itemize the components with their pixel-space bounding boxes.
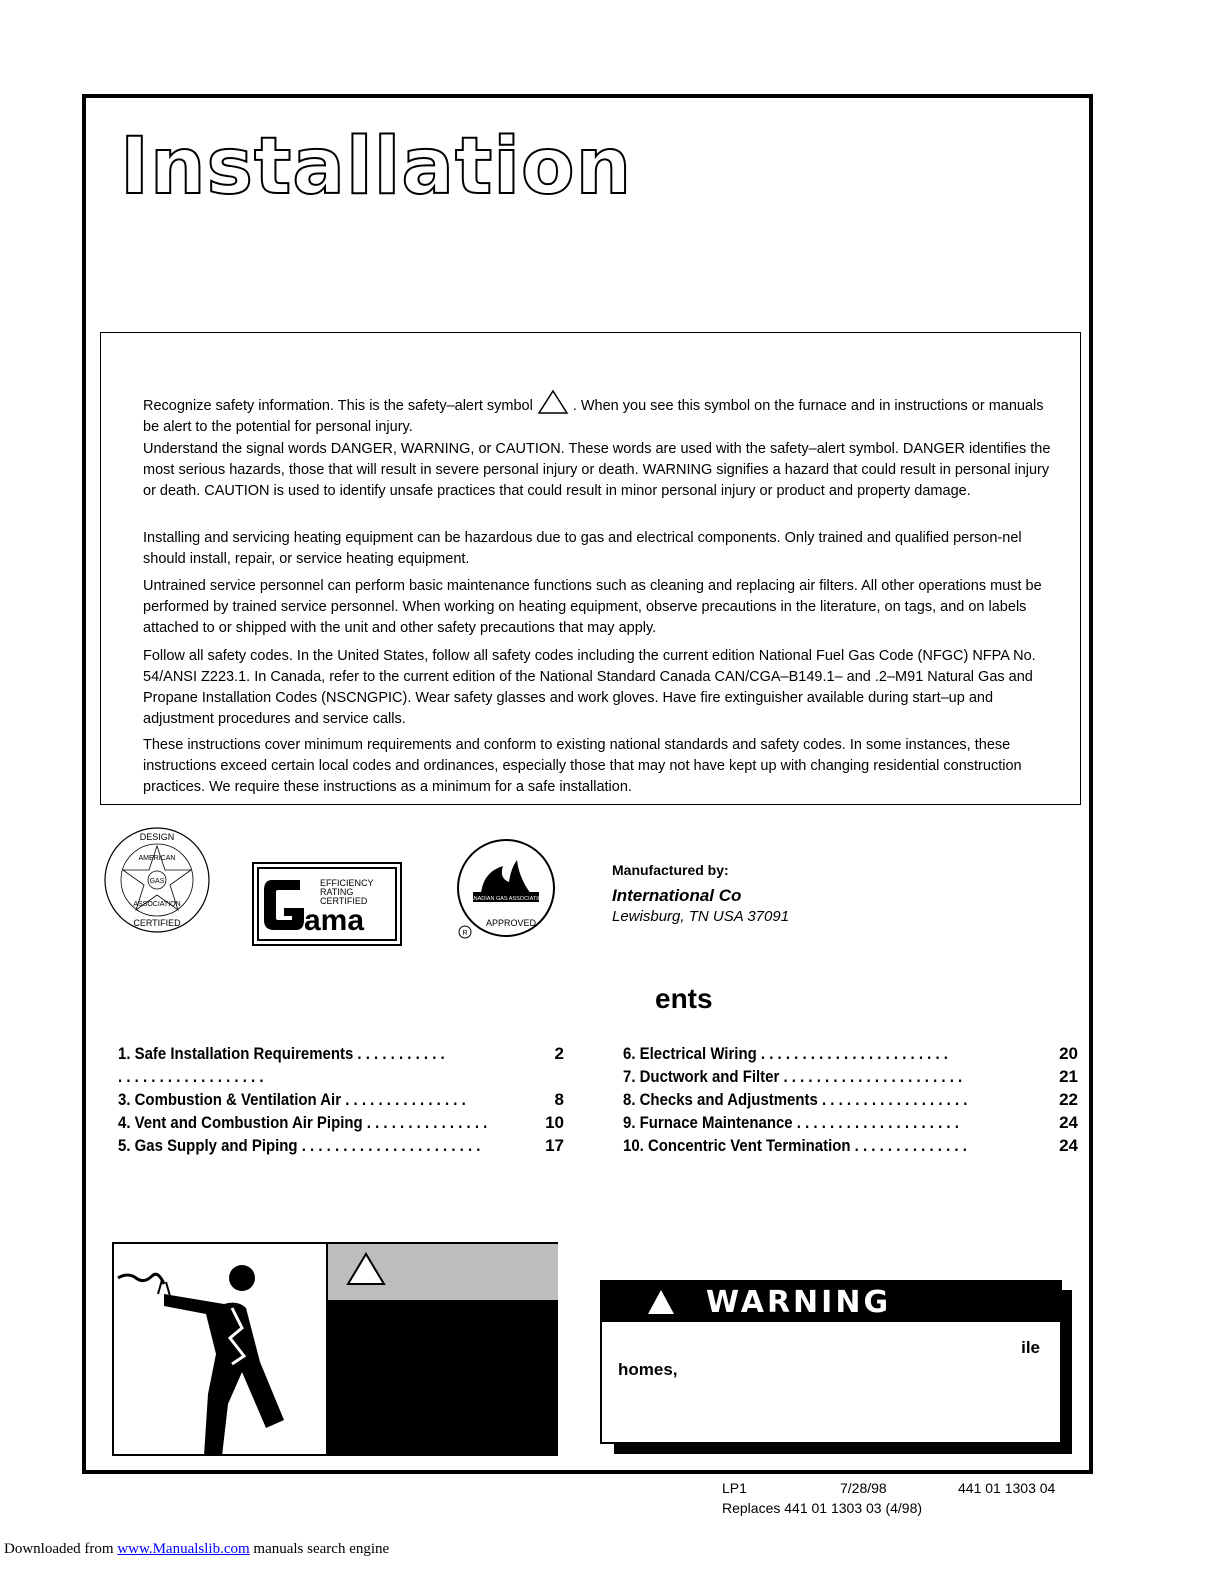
- toc-entry-label: 5. Gas Supply and Piping: [118, 1136, 298, 1155]
- toc-page-number: 24: [1059, 1136, 1078, 1155]
- safety-alert-icon: [537, 389, 569, 415]
- gama-ama-text: ama: [304, 904, 365, 937]
- gama-efficiency-text: EFFICIENCY: [320, 878, 374, 888]
- toc-entry[interactable]: [623, 1044, 948, 1064]
- footer-date: 7/28/98: [840, 1480, 887, 1496]
- toc-leader-dots: . . . . . . . . . . . . . . . . . . . .: [792, 1113, 959, 1132]
- warning-triangle-icon: [346, 1252, 386, 1286]
- aga-certified-logo: [103, 826, 211, 934]
- toc-leader-dots: . . . . . . . . . . . . . . . . . .: [118, 1067, 264, 1086]
- toc-page-number: 2: [554, 1044, 564, 1063]
- toc-entry[interactable]: [118, 1090, 466, 1110]
- cga-approved-text: APPROVED: [485, 918, 537, 928]
- toc-page-number: 24: [1059, 1113, 1078, 1132]
- svg-text:R: R: [462, 930, 468, 937]
- warning-text-1: ile: [1021, 1338, 1040, 1357]
- shock-hazard-header: [326, 1244, 558, 1302]
- gama-logo: [252, 862, 402, 946]
- aga-gas-text: GAS: [149, 878, 165, 885]
- toc-entry[interactable]: [118, 1067, 263, 1087]
- toc-leader-dots: . . . . . . . . . . . . . . .: [341, 1090, 466, 1109]
- toc-entry-label: 6. Electrical Wiring: [623, 1044, 757, 1063]
- electric-shock-icon: [114, 1244, 326, 1454]
- footer-part-number: 441 01 1303 04: [958, 1480, 1056, 1496]
- toc-entry-label: 9. Furnace Maintenance: [623, 1113, 793, 1132]
- contents-title: ents: [655, 983, 713, 1014]
- gama-certified-text: CERTIFIED: [320, 896, 368, 906]
- warning-triangle-icon: [646, 1288, 676, 1316]
- toc-page-number: 22: [1059, 1090, 1078, 1109]
- toc-page-number: 10: [545, 1113, 564, 1132]
- toc-leader-dots: . . . . . . . . . . . . . . . . . . . . . .: [297, 1136, 481, 1155]
- safety-info-box: [100, 332, 1081, 805]
- toc-leader-dots: . . . . . . . . . . . . . .: [850, 1136, 967, 1155]
- warning-header: [602, 1282, 1060, 1322]
- toc-page-number: 21: [1059, 1067, 1078, 1086]
- safety-paragraph-3: Installing and servicing heating equipment can be hazardous due to gas and electrical components. Only trained and qualified person-nel should install, repair, or service heating equipment.: [143, 530, 1022, 567]
- safety-paragraph-1: Recognize safety information. This is the safety–alert symbol . When you see this symbol on the furnace and in instructions or manuals be alert to the potential for personal injury.: [143, 389, 1059, 438]
- page-title: Installation: [120, 122, 633, 212]
- toc-leader-dots: . . . . . . . . . . . . . . . . . .: [817, 1090, 968, 1109]
- footer-replaces: Replaces 441 01 1303 03 (4/98): [722, 1500, 923, 1516]
- toc-entry[interactable]: [118, 1044, 445, 1064]
- toc-entry-label: 4. Vent and Combustion Air Piping: [118, 1113, 363, 1132]
- shock-hazard-body: [326, 1301, 558, 1454]
- toc-entry-label: 8. Checks and Adjustments: [623, 1090, 818, 1109]
- toc-entry[interactable]: [118, 1113, 487, 1133]
- manufacturer-address: Lewisburg, TN USA 37091: [612, 908, 790, 925]
- aga-certified-text: CERTIFIED: [133, 918, 181, 928]
- warning-word: WARNING: [706, 1285, 892, 1320]
- cga-approved-logo: [453, 838, 559, 942]
- safety-paragraph-5: Follow all safety codes. In the United States, follow all safety codes including the current edition National Fuel Gas Code (NFGC) NFPA No. 54/ANSI Z223.1. In Canada, refer to the current edition of the National Standard Canada CAN/CGA–B149.1– and .2–M91 Natural Gas and Propane Installation Codes (NSCNGPIC). Wear safety glasses and work gloves. Have fire extinguisher available during start–up and adjustment procedures and service calls.: [143, 648, 1036, 727]
- aga-american-text: AMERICAN: [138, 855, 176, 862]
- manualslib-link[interactable]: www.Manualslib.com: [117, 1541, 250, 1557]
- toc-leader-dots: . . . . . . . . . . . . . . . . . . . . . . .: [756, 1044, 948, 1063]
- safety-paragraph-4: Untrained service personnel can perform basic maintenance functions such as cleaning and replacing air filters. All other operations must be performed by trained service personnel. When working on heating equipment, observe precautions in the literature, on tags, and on labels attached to or shipped with the unit and other safety precautions that may apply.: [143, 578, 1042, 636]
- cga-name-text: CANADIAN GAS ASSOCIATION: [466, 896, 546, 902]
- manufacturer-name: International Co: [612, 886, 742, 905]
- safety-paragraph-6: These instructions cover minimum requirements and conform to existing national standards and safety codes. In some instances, these instructions exceed certain local codes and ordinances, especially those that may not have kept up with changing residential construction practices. We require these instructions as a minimum for a safe installation.: [143, 737, 1022, 795]
- toc-entry[interactable]: [623, 1067, 962, 1087]
- manufacturer-label: Manufactured by:: [612, 862, 729, 878]
- toc-leader-dots: . . . . . . . . . . .: [353, 1044, 445, 1063]
- footer-code: LP1: [722, 1480, 747, 1496]
- toc-entry[interactable]: [623, 1136, 967, 1156]
- shock-hazard-box: [112, 1242, 558, 1456]
- toc-page-number: 17: [545, 1136, 564, 1155]
- aga-design-text: DESIGN: [139, 832, 175, 842]
- gama-rating-text: RATING: [320, 887, 354, 897]
- aga-association-text: ASSOCIATION: [133, 901, 181, 908]
- toc-entry-label: 7. Ductwork and Filter: [623, 1067, 780, 1086]
- toc-leader-dots: . . . . . . . . . . . . . . . . . . . . . .: [779, 1067, 963, 1086]
- warning-box: [600, 1280, 1062, 1444]
- download-note: Downloaded from www.Manualslib.com manuals search engine: [4, 1541, 390, 1557]
- toc-entry[interactable]: [623, 1113, 959, 1133]
- toc-page-number: 20: [1059, 1044, 1078, 1063]
- toc-entry-label: 1. Safe Installation Requirements: [118, 1044, 354, 1063]
- warning-text-2: homes,: [618, 1360, 678, 1379]
- toc-page-number: 8: [554, 1090, 564, 1109]
- toc-entry[interactable]: [623, 1090, 967, 1110]
- toc-entry[interactable]: [118, 1136, 480, 1156]
- toc-leader-dots: . . . . . . . . . . . . . . .: [362, 1113, 488, 1132]
- toc-entry-label: 10. Concentric Vent Termination: [623, 1136, 851, 1155]
- toc-entry-label: 3. Combustion & Ventilation Air: [118, 1090, 342, 1109]
- safety-paragraph-2: Understand the signal words DANGER, WARNING, or CAUTION. These words are used with the safety–alert symbol. DANGER identifies the most serious hazards, those that will result in severe personal injury or death. WARNING signifies a hazard that could result in personal injury or death. CAUTION is used to identify unsafe practices that could result in minor personal injury or product and property damage.: [143, 441, 1051, 499]
